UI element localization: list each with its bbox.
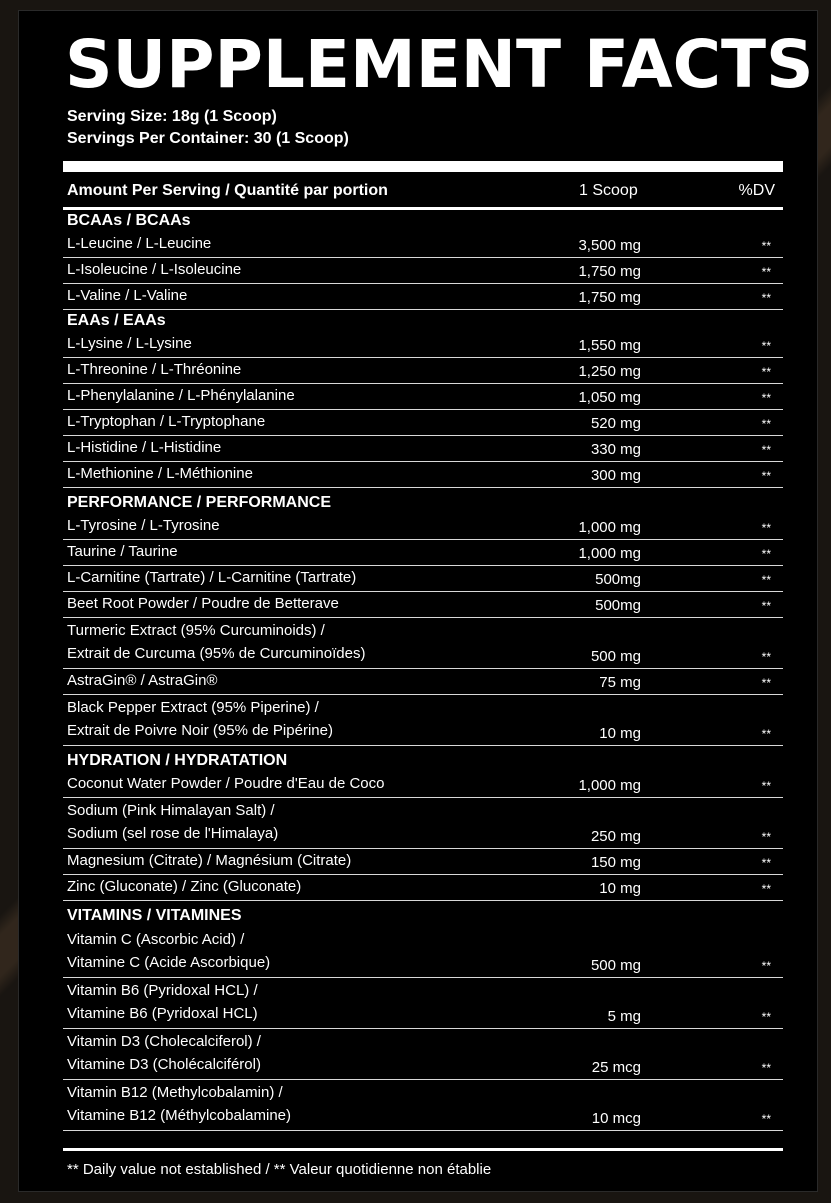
nutrient-name-line: L-Tryptophan / L-Tryptophane bbox=[67, 413, 266, 430]
nutrient-dv: ** bbox=[761, 443, 771, 457]
nutrient-name-line-2: Vitamine B6 (Pyridoxal HCL) bbox=[67, 1005, 258, 1022]
nutrient-amount: 5 mg bbox=[607, 1008, 641, 1025]
nutrient-dv: ** bbox=[761, 882, 771, 896]
serving-size: Serving Size: 18g (1 Scoop) bbox=[67, 108, 277, 125]
nutrient-row bbox=[63, 592, 783, 618]
nutrient-row bbox=[63, 540, 783, 566]
footnote: ** Daily value not established / ** Valeur quotidienne non établie bbox=[67, 1161, 492, 1178]
nutrient-name-line-2: Sodium (sel rose de l'Himalaya) bbox=[67, 825, 279, 842]
nutrient-name-line: Magnesium (Citrate) / Magnésium (Citrate) bbox=[67, 852, 352, 869]
nutrient-amount: 500mg bbox=[595, 597, 641, 614]
nutrient-dv: ** bbox=[761, 599, 771, 613]
nutrient-amount: 1,750 mg bbox=[578, 263, 641, 280]
nutrient-row bbox=[63, 332, 783, 358]
section-heading: EAAs / EAAs bbox=[67, 312, 166, 329]
nutrient-name bbox=[67, 696, 333, 742]
nutrient-dv: ** bbox=[761, 959, 771, 973]
nutrient-row bbox=[63, 462, 783, 488]
nutrient-row bbox=[63, 436, 783, 462]
nutrient-amount: 10 mg bbox=[599, 725, 641, 742]
supplement-facts-panel bbox=[18, 10, 818, 1192]
nutrient-name-line: Coconut Water Powder / Poudre d'Eau de Coco bbox=[67, 775, 385, 792]
nutrient-name bbox=[67, 1030, 261, 1076]
nutrient-name-line: Zinc (Gluconate) / Zinc (Gluconate) bbox=[67, 878, 302, 895]
nutrient-amount: 75 mg bbox=[599, 674, 641, 691]
nutrient-name bbox=[67, 259, 241, 281]
nutrient-name-line: Black Pepper Extract (95% Piperine) / bbox=[67, 699, 319, 716]
nutrient-dv: ** bbox=[761, 391, 771, 405]
nutrient-name bbox=[67, 619, 365, 665]
nutrient-row bbox=[63, 875, 783, 901]
nutrient-name bbox=[67, 233, 211, 255]
nutrient-name-line: Vitamin C (Ascorbic Acid) / bbox=[67, 931, 245, 948]
nutrient-name-line: L-Isoleucine / L-Isoleucine bbox=[67, 261, 242, 278]
nutrient-name-line-2: Extrait de Curcuma (95% de Curcuminoïdes) bbox=[67, 645, 366, 662]
nutrient-row bbox=[63, 284, 783, 310]
nutrient-dv: ** bbox=[761, 650, 771, 664]
nutrient-row bbox=[63, 618, 783, 669]
nutrient-name-line-2: Extrait de Poivre Noir (95% de Pipérine) bbox=[67, 722, 333, 739]
nutrient-amount: 500 mg bbox=[590, 648, 641, 665]
amount-header-row bbox=[67, 179, 783, 203]
bottom-divider bbox=[63, 1148, 783, 1151]
nutrient-name-line: L-Methionine / L-Méthionine bbox=[67, 465, 253, 482]
nutrient-name-line: L-Carnitine (Tartrate) / L-Carnitine (Tartrate) bbox=[67, 569, 357, 586]
nutrient-name bbox=[67, 333, 192, 355]
nutrient-row bbox=[63, 849, 783, 875]
nutrient-name-line: Turmeric Extract (95% Curcuminoids) / bbox=[67, 622, 325, 639]
nutrient-amount: 1,000 mg bbox=[578, 519, 641, 536]
nutrient-amount: 150 mg bbox=[590, 854, 641, 871]
panel-title: SUPPLEMENT FACTS bbox=[65, 26, 814, 103]
section-heading: PERFORMANCE / PERFORMANCE bbox=[67, 494, 332, 511]
nutrient-dv: ** bbox=[761, 339, 771, 353]
nutrient-row bbox=[63, 232, 783, 258]
nutrient-name bbox=[67, 437, 221, 459]
nutrient-name-line: L-Tyrosine / L-Tyrosine bbox=[67, 517, 220, 534]
section-heading: VITAMINS / VITAMINES bbox=[67, 907, 242, 924]
nutrient-name-line: Taurine / Taurine bbox=[67, 543, 178, 560]
nutrient-name-line: Sodium (Pink Himalayan Salt) / bbox=[67, 802, 275, 819]
nutrient-name-line-2: Vitamine B12 (Méthylcobalamine) bbox=[67, 1107, 291, 1124]
section-heading: BCAAs / BCAAs bbox=[67, 212, 191, 229]
nutrient-amount: 500mg bbox=[595, 571, 641, 588]
nutrient-name bbox=[67, 928, 270, 974]
nutrient-row bbox=[63, 695, 783, 746]
nutrient-name-line: L-Leucine / L-Leucine bbox=[67, 235, 212, 252]
nutrient-dv: ** bbox=[761, 469, 771, 483]
nutrient-name-line: L-Valine / L-Valine bbox=[67, 287, 188, 304]
nutrient-row bbox=[63, 1029, 783, 1080]
nutrient-dv: ** bbox=[761, 573, 771, 587]
nutrient-name bbox=[67, 670, 217, 692]
nutrient-name-line-2: Vitamine C (Acide Ascorbique) bbox=[67, 954, 271, 971]
nutrient-dv: ** bbox=[761, 365, 771, 379]
nutrient-dv: ** bbox=[761, 1112, 771, 1126]
nutrient-row bbox=[63, 258, 783, 284]
nutrient-name bbox=[67, 876, 301, 898]
nutrient-row bbox=[63, 978, 783, 1029]
nutrient-dv: ** bbox=[761, 1010, 771, 1024]
nutrient-amount: 25 mcg bbox=[591, 1059, 641, 1076]
nutrient-name bbox=[67, 799, 278, 845]
servings-per-container: Servings Per Container: 30 (1 Scoop) bbox=[67, 130, 349, 147]
nutrient-dv: ** bbox=[761, 727, 771, 741]
nutrient-amount: 10 mcg bbox=[591, 1110, 641, 1127]
nutrient-amount: 250 mg bbox=[590, 828, 641, 845]
nutrient-name bbox=[67, 850, 351, 872]
nutrient-name-line: AstraGin® / AstraGin® bbox=[67, 672, 218, 689]
nutrient-dv: ** bbox=[761, 291, 771, 305]
nutrient-name-line: Beet Root Powder / Poudre de Betterave bbox=[67, 595, 339, 612]
nutrient-amount: 1,750 mg bbox=[578, 289, 641, 306]
nutrient-amount: 3,500 mg bbox=[578, 237, 641, 254]
dv-column-header: %DV bbox=[738, 182, 775, 199]
nutrient-amount: 1,550 mg bbox=[578, 337, 641, 354]
nutrient-name bbox=[67, 773, 384, 795]
nutrient-amount: 1,050 mg bbox=[578, 389, 641, 406]
nutrient-row bbox=[63, 669, 783, 695]
nutrient-dv: ** bbox=[761, 1061, 771, 1075]
nutrient-dv: ** bbox=[761, 547, 771, 561]
amount-per-serving-label: Amount Per Serving / Quantité par portion bbox=[67, 182, 388, 199]
nutrient-dv: ** bbox=[761, 521, 771, 535]
nutrient-name-line-2: Vitamine D3 (Cholécalciférol) bbox=[67, 1056, 261, 1073]
nutrient-name-line: L-Lysine / L-Lysine bbox=[67, 335, 192, 352]
nutrient-name-line: Vitamin B6 (Pyridoxal HCL) / bbox=[67, 982, 258, 999]
nutrient-name bbox=[67, 515, 220, 537]
nutrient-name bbox=[67, 1081, 291, 1127]
nutrient-name bbox=[67, 979, 258, 1025]
section-heading: HYDRATION / HYDRATATION bbox=[67, 752, 288, 769]
nutrient-list bbox=[63, 210, 783, 1131]
nutrient-name bbox=[67, 285, 187, 307]
thick-divider bbox=[63, 161, 783, 172]
scoop-column-header: 1 Scoop bbox=[579, 182, 638, 199]
nutrient-amount: 330 mg bbox=[590, 441, 641, 458]
nutrient-row bbox=[63, 927, 783, 978]
nutrient-dv: ** bbox=[761, 239, 771, 253]
nutrient-row bbox=[63, 514, 783, 540]
nutrient-name bbox=[67, 593, 339, 615]
nutrient-dv: ** bbox=[761, 856, 771, 870]
nutrient-name-line: Vitamin B12 (Methylcobalamin) / bbox=[67, 1084, 283, 1101]
nutrient-name-line: L-Histidine / L-Histidine bbox=[67, 439, 222, 456]
nutrient-amount: 520 mg bbox=[590, 415, 641, 432]
nutrient-name-line: L-Phenylalanine / L-Phénylalanine bbox=[67, 387, 295, 404]
nutrient-name bbox=[67, 411, 265, 433]
nutrient-name bbox=[67, 567, 356, 589]
nutrient-amount: 1,250 mg bbox=[578, 363, 641, 380]
nutrient-row bbox=[63, 798, 783, 849]
nutrient-row bbox=[63, 358, 783, 384]
nutrient-row bbox=[63, 1080, 783, 1131]
nutrient-name-line: L-Threonine / L-Thréonine bbox=[67, 361, 242, 378]
nutrient-dv: ** bbox=[761, 417, 771, 431]
nutrient-dv: ** bbox=[761, 676, 771, 690]
nutrient-name bbox=[67, 463, 253, 485]
nutrient-name bbox=[67, 385, 295, 407]
nutrient-row bbox=[63, 410, 783, 436]
nutrient-row bbox=[63, 566, 783, 592]
nutrient-name bbox=[67, 359, 241, 381]
nutrient-amount: 500 mg bbox=[590, 957, 641, 974]
nutrient-row bbox=[63, 384, 783, 410]
nutrient-dv: ** bbox=[761, 830, 771, 844]
nutrient-amount: 1,000 mg bbox=[578, 545, 641, 562]
nutrient-dv: ** bbox=[761, 265, 771, 279]
nutrient-row bbox=[63, 772, 783, 798]
nutrient-dv: ** bbox=[761, 779, 771, 793]
nutrient-name-line: Vitamin D3 (Cholecalciferol) / bbox=[67, 1033, 261, 1050]
nutrient-name bbox=[67, 541, 178, 563]
nutrient-amount: 1,000 mg bbox=[578, 777, 641, 794]
nutrient-amount: 10 mg bbox=[599, 880, 641, 897]
nutrient-amount: 300 mg bbox=[590, 467, 641, 484]
